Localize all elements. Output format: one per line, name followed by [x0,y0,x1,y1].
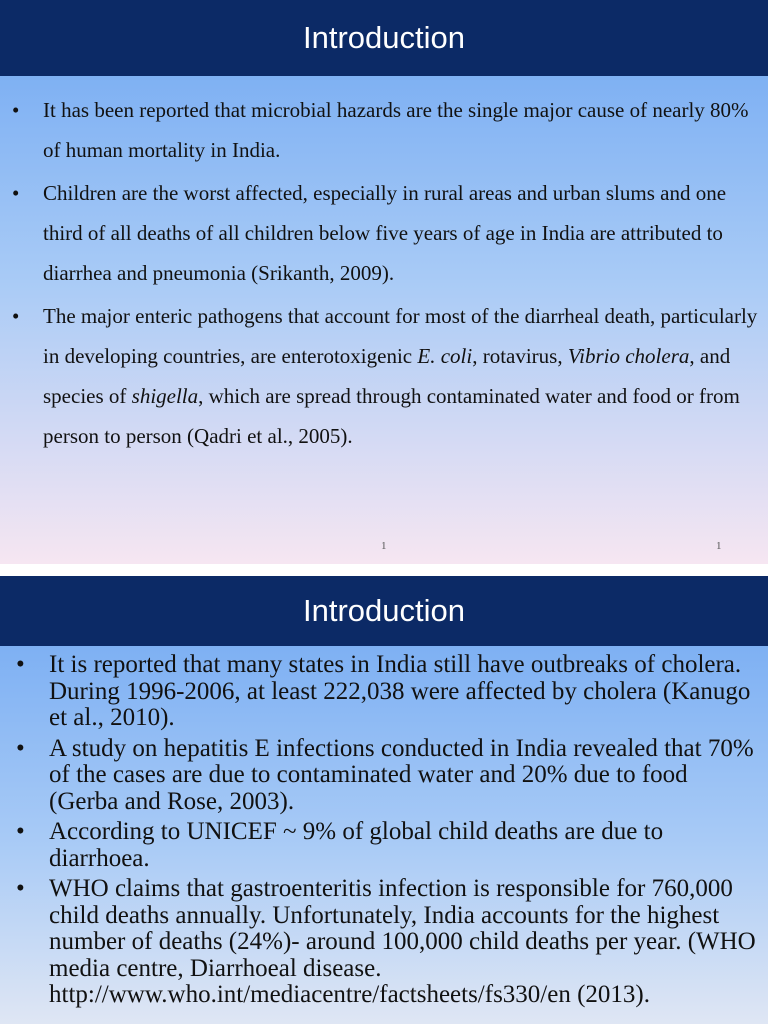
bullet-item [0,876,758,1009]
bullet-text: According to UNICEF ~ 9% of global child deaths are due to diarrhoea. [49,818,664,872]
bullet-item [0,90,758,170]
text-segment: It has been reported that microbial hazards are the single major cause of nearly 80% of human mortality in India. [43,98,749,162]
italic-term: E. coli [417,344,473,368]
slide-separator [0,564,768,576]
bullet-list [0,76,768,456]
bullet-text [43,181,726,285]
bullet-text: WHO claims that gastroenteritis infection is responsible for 760,000 child deaths annually. Unfortunately, India accounts for the highest number of deaths (24%)- around 100,000 child deaths per year. (WHO media centre, Diarrhoeal disease. http://www.who.int/mediacentre/factsheets/fs330/en (2013). [49,875,756,1008]
text-segment: , and species of [43,344,731,408]
page-number: 1 [381,540,387,552]
bullet-list [0,646,768,1009]
text-segment: Children are the worst affected, especially in rural areas and urban slums and one third of all deaths of all children below five years of age in India are attributed to diarrhea and pneumonia (Srikanth, 2009). [43,181,727,285]
italic-term: shigella [131,384,199,408]
text-segment: , rotavirus, [472,344,568,368]
bullet-item [0,819,758,872]
bullet-item [0,173,758,293]
bullet-marker: • [12,98,20,122]
bullet-marker: • [16,651,25,678]
italic-term: Vibrio cholera [567,344,690,368]
bullet-marker: • [16,875,25,902]
text-segment: The major enteric pathogens that account for most of the diarrheal death, particularly in developing countries, are enterotoxigenic [43,304,758,368]
page-number: 1 [716,540,722,552]
bullet-text [43,304,757,448]
text-segment: , which are spread through contaminated water and food or from person to person (Qadri et al., 2005). [43,384,740,448]
bullet-text: It is reported that many states in India still have outbreaks of cholera. During 1996-2006, at least 222,038 were affected by cholera (Kanugo et al., 2010). [49,651,751,731]
slide-title: Introduction [0,576,768,646]
bullet-item [0,296,758,456]
bullet-item [0,652,758,732]
bullet-text [43,98,749,162]
bullet-marker: • [16,818,25,845]
bullet-marker: • [16,734,25,762]
slide-2 [0,576,768,1024]
bullet-marker: • [12,181,20,205]
bullet-text: A study on hepatitis E infections conducted in India revealed that 70% of the cases are due to contaminated water and 20% due to food (Gerba and Rose, 2003). [49,734,754,815]
bullet-item [0,736,758,816]
bullet-marker: • [12,304,20,328]
slide-title: Introduction [0,0,768,76]
